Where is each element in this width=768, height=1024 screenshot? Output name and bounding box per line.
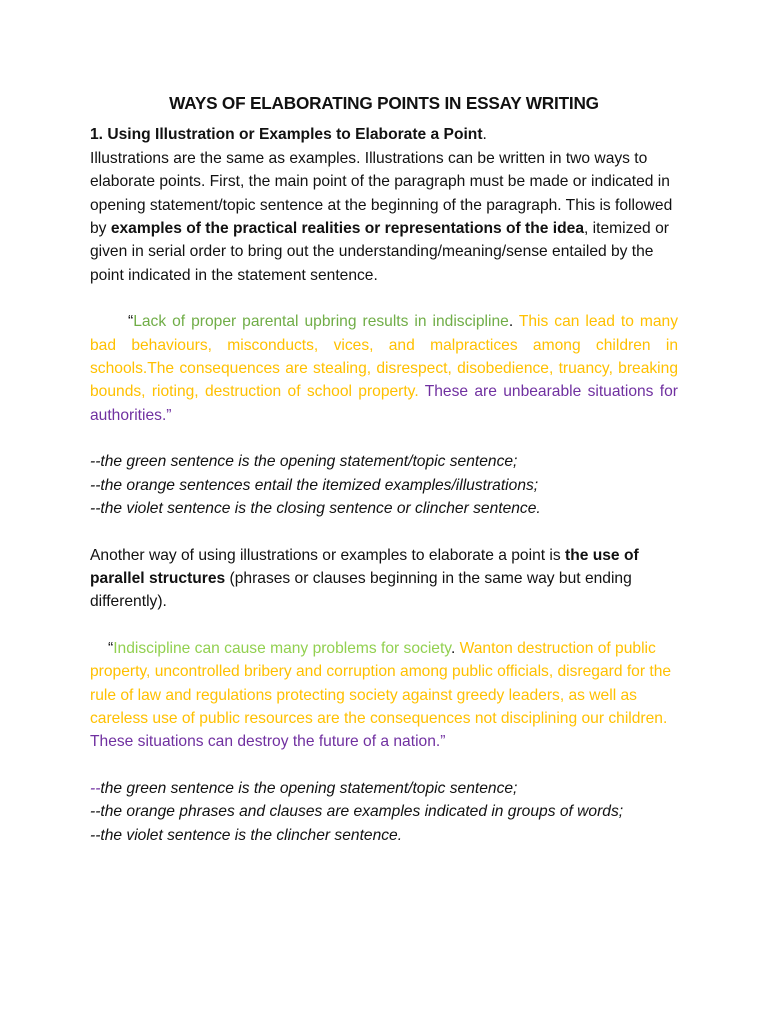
section-heading-period: . [482,126,487,144]
quote1-topic-end: . [508,313,519,331]
section-intro-paragraph [90,147,678,287]
example-quote-1 [90,310,678,427]
section-heading [90,123,678,146]
note2-green-dashes: -- [90,779,101,797]
intro-bold-phrase: examples of the practical realities or representations of the idea [110,220,584,238]
quote2-topic-end: . [450,639,460,657]
another-bold-phrase: the use of parallel structures [90,546,639,587]
another-part2: (phrases or clauses beginning in the same way but ending differently). [90,569,632,611]
quote2-open-mark: “ [108,639,114,657]
note2-orange: --the orange phrases and clauses are examples indicated in groups of words; [90,803,624,821]
note2-violet: --the violet sentence is the clincher sentence. [90,826,403,844]
quote1-topic-sentence: Lack of proper parental upbring results in indiscipline [133,313,509,331]
quote1-clincher: These are unbearable situations for authorities.” [90,383,678,424]
note2-green-text: the green sentence is the opening statement/topic sentence; [100,779,518,797]
example-quote-2 [90,637,678,754]
note1-green: --the green sentence is the opening statement/topic sentence; [90,453,518,471]
document-page [90,92,678,847]
section-heading-text: 1. Using Illustration or Examples to Elaborate a Point [90,126,483,144]
quote2-topic-sentence: Indiscipline can cause many problems for society [113,639,451,657]
parallel-structures-paragraph [90,544,678,614]
quote1-open-mark: “ [128,313,134,331]
intro-text-part1: Illustrations are the same as examples. Illustrations can be written in two ways to elaborate points. First, the main point of the paragraph must be made or indicated in opening statement/topic sentence at the beginning of the paragraph. This is followed by [90,149,673,238]
quote1-examples: This can lead to many bad behaviours, misconducts, vices, and malpractices among children in schools.The consequences are stealing, disrespect, disobedience, truancy, breaking bounds, rioting, destruction of school property. [90,313,679,401]
intro-text-part2: , itemized or given in serial order to bring out the understanding/meaning/sense entailed by the point indicated in the statement sentence. [90,220,669,284]
another-part1: Another way of using illustrations or examples to elaborate a point is [90,546,566,564]
notes-list-2 [90,777,678,847]
note1-orange: --the orange sentences entail the itemized examples/illustrations; [90,476,539,494]
quote2-examples: Wanton destruction of public property, uncontrolled bribery and corruption among public officials, disregard for the rule of law and regulations protecting society against greedy leaders, as well as careless use of public resources are the consequences not disciplining our children. [90,639,672,727]
notes-list-1 [90,450,678,520]
document-title: WAYS OF ELABORATING POINTS IN ESSAY WRITING [169,93,599,113]
note2-green [90,777,678,800]
quote2-clincher: These situations can destroy the future of a nation.” [90,733,446,751]
note1-violet: --the violet sentence is the closing sentence or clincher sentence. [90,500,541,518]
